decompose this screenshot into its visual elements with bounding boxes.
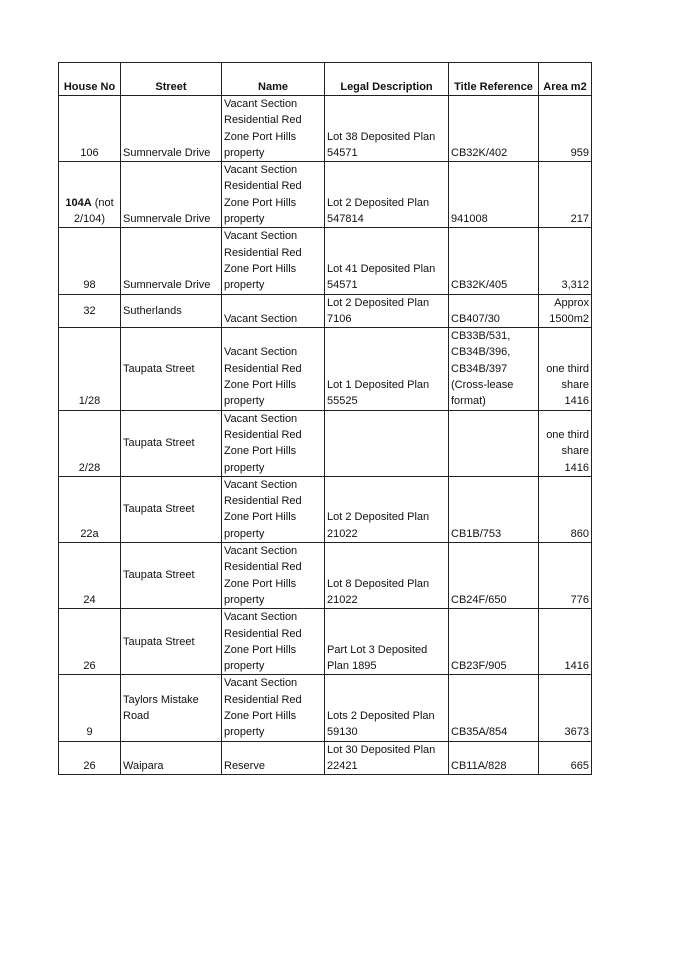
name-cell: Vacant Section [222,294,325,328]
table-row [59,294,592,328]
name-cell: Vacant Section Residential Red Zone Port Hills property [222,609,325,675]
title-reference-cell: CB407/30 [449,294,539,328]
name-cell: Vacant Section Residential Red Zone Port Hills property [222,410,325,476]
area-cell: 3,312 [539,228,592,294]
house-no: 2/28 [78,461,101,474]
table-row [59,162,592,228]
name-cell: Reserve [222,741,325,775]
table-row [59,476,592,542]
house-no-cell [59,476,121,542]
header-house-no: House No [59,63,121,96]
house-no-cell [59,294,121,328]
house-no: 26 [83,660,96,673]
area-cell: 217 [539,162,592,228]
name-cell: Vacant Section Residential Red Zone Port Hills property [222,328,325,410]
house-no: 106 [80,146,99,159]
street-cell: Taupata Street [121,476,222,542]
legal-description-cell: Lot 2 Deposited Plan 547814 [325,162,449,228]
name-cell: Vacant Section Residential Red Zone Port Hills property [222,96,325,162]
title-reference-cell: CB11A/828 [449,741,539,775]
street-cell: Waipara [121,741,222,775]
house-no: (not 2/104) [73,196,114,226]
name-cell: Vacant Section Residential Red Zone Port Hills property [222,228,325,294]
area-cell: 776 [539,543,592,609]
house-no-cell [59,410,121,476]
table-row [59,328,592,410]
street-cell: Sumnervale Drive [121,228,222,294]
street-cell: Taylors Mistake Road [121,675,222,741]
title-reference-cell: CB32K/402 [449,96,539,162]
table-row [59,96,592,162]
house-no: 98 [83,279,96,292]
house-no: 22a [80,527,99,540]
table-row [59,741,592,775]
house-no: 24 [83,593,96,606]
legal-description-cell: Part Lot 3 Deposited Plan 1895 [325,609,449,675]
area-cell: 3673 [539,675,592,741]
header-name: Name [222,63,325,96]
area-cell: 665 [539,741,592,775]
table-row [59,675,592,741]
name-cell: Vacant Section Residential Red Zone Port Hills property [222,476,325,542]
legal-description-cell: Lot 1 Deposited Plan 55525 [325,328,449,410]
house-no-cell [59,609,121,675]
house-no-cell [59,228,121,294]
header-row [59,63,592,96]
street-cell: Taupata Street [121,543,222,609]
house-no: 9 [86,726,93,739]
table-row [59,410,592,476]
legal-description-cell [325,410,449,476]
area-cell: 1416 [539,609,592,675]
legal-description-cell: Lot 2 Deposited Plan 7106 [325,294,449,328]
title-reference-cell: 941008 [449,162,539,228]
legal-description-cell: Lot 2 Deposited Plan 21022 [325,476,449,542]
house-no-cell [59,543,121,609]
street-cell: Sumnervale Drive [121,96,222,162]
legal-description-cell: Lots 2 Deposited Plan 59130 [325,675,449,741]
house-no: 32 [83,304,96,317]
house-no-cell [59,741,121,775]
name-cell: Vacant Section Residential Red Zone Port Hills property [222,162,325,228]
header-legal-description: Legal Description [325,63,449,96]
legal-description-cell: Lot 41 Deposited Plan 54571 [325,228,449,294]
street-cell: Taupata Street [121,328,222,410]
area-cell: one third share 1416 [539,410,592,476]
house-no-cell [59,675,121,741]
house-no-bold: 104A [65,196,92,209]
house-no: 1/28 [78,395,101,408]
house-no-cell [59,96,121,162]
legal-description-cell: Lot 30 Deposited Plan 22421 [325,741,449,775]
area-cell: one third share 1416 [539,328,592,410]
house-no-cell [59,162,121,228]
street-cell: Sutherlands [121,294,222,328]
title-reference-cell: CB33B/531, CB34B/396, CB34B/397 (Cross-lease format) [449,328,539,410]
header-title-reference: Title Reference [449,63,539,96]
title-reference-cell: CB35A/854 [449,675,539,741]
name-cell: Vacant Section Residential Red Zone Port Hills property [222,543,325,609]
legal-description-cell: Lot 38 Deposited Plan 54571 [325,96,449,162]
area-cell: 959 [539,96,592,162]
area-cell: 860 [539,476,592,542]
table-row [59,609,592,675]
title-reference-cell: CB23F/905 [449,609,539,675]
property-table [58,62,592,775]
street-cell: Taupata Street [121,609,222,675]
title-reference-cell: CB32K/405 [449,228,539,294]
house-no-cell [59,328,121,410]
house-no: 26 [83,759,96,772]
street-cell: Taupata Street [121,410,222,476]
legal-description-cell: Lot 8 Deposited Plan 21022 [325,543,449,609]
title-reference-cell [449,410,539,476]
title-reference-cell: CB24F/650 [449,543,539,609]
header-street: Street [121,63,222,96]
table-row [59,543,592,609]
table-row [59,228,592,294]
name-cell: Vacant Section Residential Red Zone Port Hills property [222,675,325,741]
title-reference-cell: CB1B/753 [449,476,539,542]
street-cell: Sumnervale Drive [121,162,222,228]
header-area: Area m2 [539,63,592,96]
area-cell: Approx 1500m2 [539,294,592,328]
